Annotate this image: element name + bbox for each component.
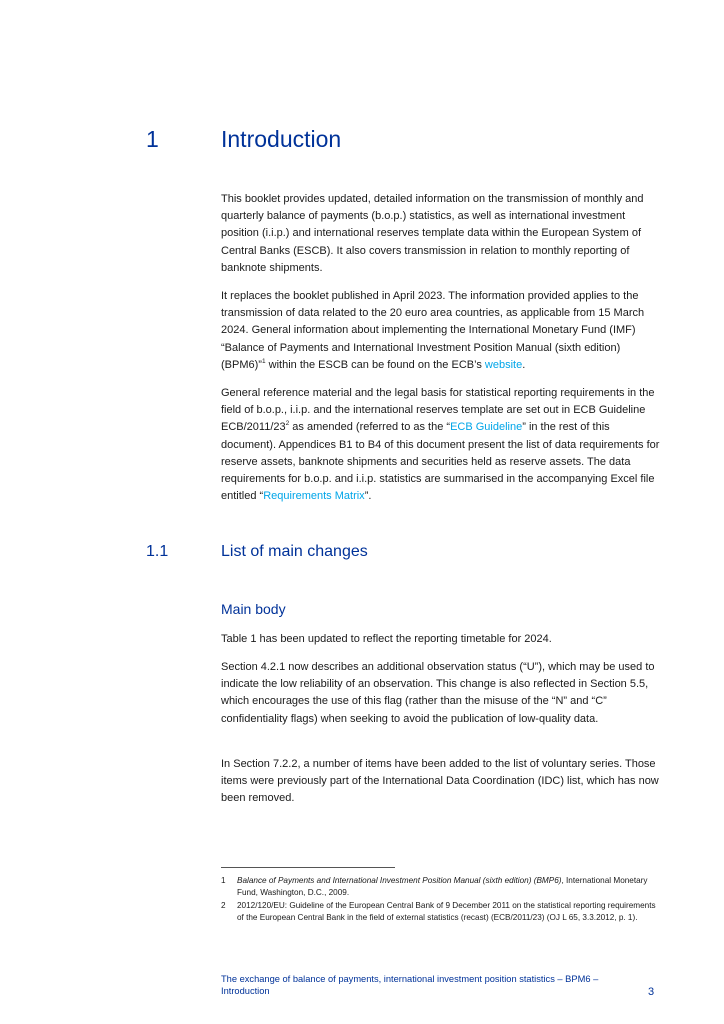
intro-p3-text: General reference material and the legal basis for statistical reporting requirements in the field of b.o.p., i.i.p. and the international reserves template are set out in ECB Guideline ECB/2011/23 (221, 387, 655, 434)
main-body-heading: Main body (221, 601, 286, 617)
intro-paragraph-1: This booklet provides updated, detailed information on the transmission of monthly and quarterly balance of payments (b.o.p.) statistics, as well as international investment position (i.i.p.) and international reserves template data within the European System of Central Banks (ESCB). It also covers transmission in relation to monthly reporting of banknote shipments. (221, 193, 644, 274)
intro-paragraph-2 (221, 288, 661, 374)
main-body-paragraph-3: In Section 7.2.2, a number of items have been added to the list of voluntary series. Those items were previously part of the International Data Coordination (IDC) list, which has now been removed. (221, 758, 659, 805)
footnote-1 (237, 875, 657, 899)
intro-p3-mid: as amended (referred to as the “ (289, 421, 451, 434)
section-number: 1 (146, 126, 159, 152)
intro-p2-text: It replaces the booklet published in April 2023. The information provided applies to the transmission of data related to the 20 euro area countries, as applicable from 15 March 2024. General information about implementing the International Monetary Fund (IMF) “Balance of Payments and International Investment Position Manual (sixth edition) (BPM6)” (221, 290, 645, 371)
ecb-guideline-link[interactable]: ECB Guideline (450, 421, 523, 434)
footnote-1-number: 1 (221, 876, 226, 885)
footnote-2-number: 2 (221, 901, 226, 910)
main-body-paragraph-2: Section 4.2.1 now describes an additional observation status (“U”), which may be used to indicate the low reliability of an observation. This change is also reflected in Section 5.5, which encourages the use of this flag (rather than the misuse of the “N” and “C” confidentiality flags) when seeking to avoid the publication of low-quality data. (221, 661, 655, 725)
section-title: Introduction (221, 126, 342, 152)
footnote-2-text: 2012/120/EU: Guideline of the European Central Bank of 9 December 2011 on the statistical reporting requirements of the European Central Bank in the field of external statistics (recast) (ECB/2011/23) (OJ L 65, 3.3.2012, p. 1). (237, 901, 656, 923)
footnote-2 (237, 900, 657, 924)
footnote-divider (221, 867, 395, 868)
main-body-paragraph-1: Table 1 has been updated to reflect the reporting timetable for 2024. (221, 633, 552, 645)
footnote-ref-2[interactable]: 2 (285, 420, 290, 428)
running-footer (221, 974, 621, 997)
intro-p3-end: ”. (364, 490, 372, 503)
subsection-title: List of main changes (221, 543, 368, 560)
footnote-1-title: Balance of Payments and International Investment Position Manual (sixth edition) (BMP6) (237, 876, 562, 885)
footnote-1-text: , International Monetary Fund, Washington, D.C., 2009. (237, 876, 648, 898)
requirements-matrix-link[interactable]: Requirements Matrix (263, 490, 365, 503)
intro-p2-mid: within the ESCB can be found on the ECB’s (265, 358, 485, 371)
intro-p2-end: . (522, 358, 526, 371)
intro-p3-mid2: ” in the rest of this document). Appendices B1 to B4 of this document present the list of data requirements for reserve assets, banknote shipments and securities held as reserve assets. The data requirements for b.o.p. and i.i.p. statistics are summarised in the accompanying Excel file entitled “ (221, 421, 660, 503)
footnote-ref-1[interactable]: 1 (261, 357, 266, 365)
website-link[interactable]: website (484, 358, 523, 371)
subsection-number: 1.1 (146, 543, 169, 560)
footer-line-1: The exchange of balance of payments, international investment position statistics – BPM6 – (221, 974, 599, 984)
page-number: 3 (648, 986, 655, 998)
intro-paragraph-3 (221, 385, 661, 505)
footer-line-2: Introduction (221, 985, 270, 996)
